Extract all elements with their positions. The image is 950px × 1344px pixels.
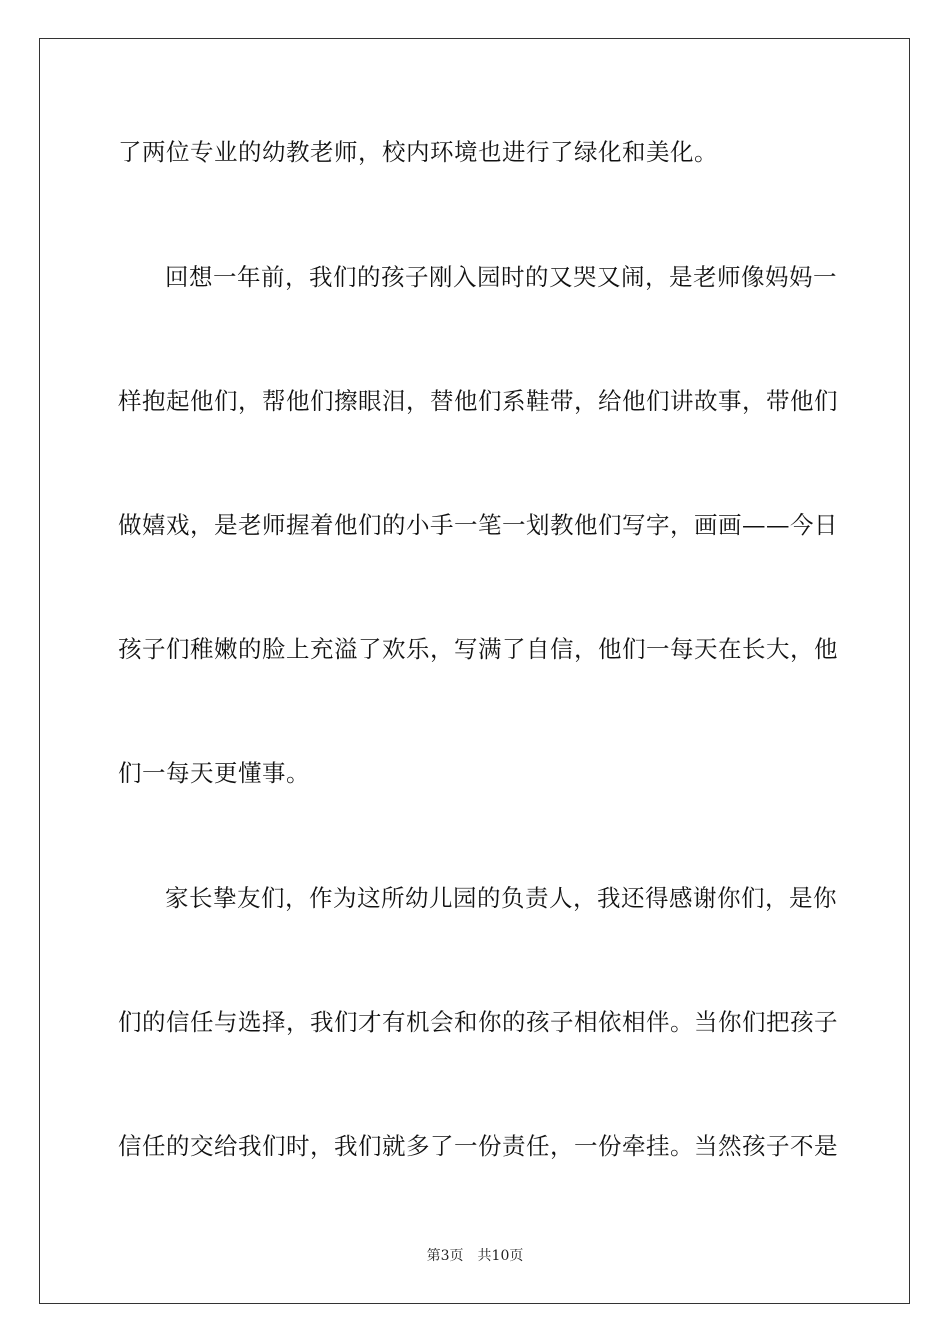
body-line-2: 回想一年前，我们的孩子刚入园时的又哭又闹，是老师像妈妈一 — [165, 263, 837, 291]
body-line-4: 做嬉戏，是老师握着他们的小手一笔一划教他们写字，画画——今日 — [118, 511, 838, 539]
body-line-9: 信任的交给我们时，我们就多了一份责任，一份牵挂。当然孩子不是 — [118, 1132, 838, 1160]
page-number: 第3页 — [426, 1248, 464, 1264]
page-total: 共10页 — [477, 1248, 524, 1264]
body-line-8: 们的信任与选择，我们才有机会和你的孩子相依相伴。当你们把孩子 — [118, 1008, 838, 1036]
body-line-7: 家长挚友们，作为这所幼儿园的负责人，我还得感谢你们，是你 — [165, 884, 837, 912]
body-line-1: 了两位专业的幼教老师，校内环境也进行了绿化和美化。 — [118, 138, 718, 166]
body-line-6: 们一每天更懂事。 — [118, 759, 310, 787]
body-line-5: 孩子们稚嫩的脸上充溢了欢乐，写满了自信，他们一每天在长大，他 — [118, 635, 838, 663]
page-border — [39, 38, 910, 1304]
body-line-3: 样抱起他们，帮他们擦眼泪，替他们系鞋带，给他们讲故事，带他们 — [118, 387, 838, 415]
page-footer — [0, 1247, 950, 1265]
